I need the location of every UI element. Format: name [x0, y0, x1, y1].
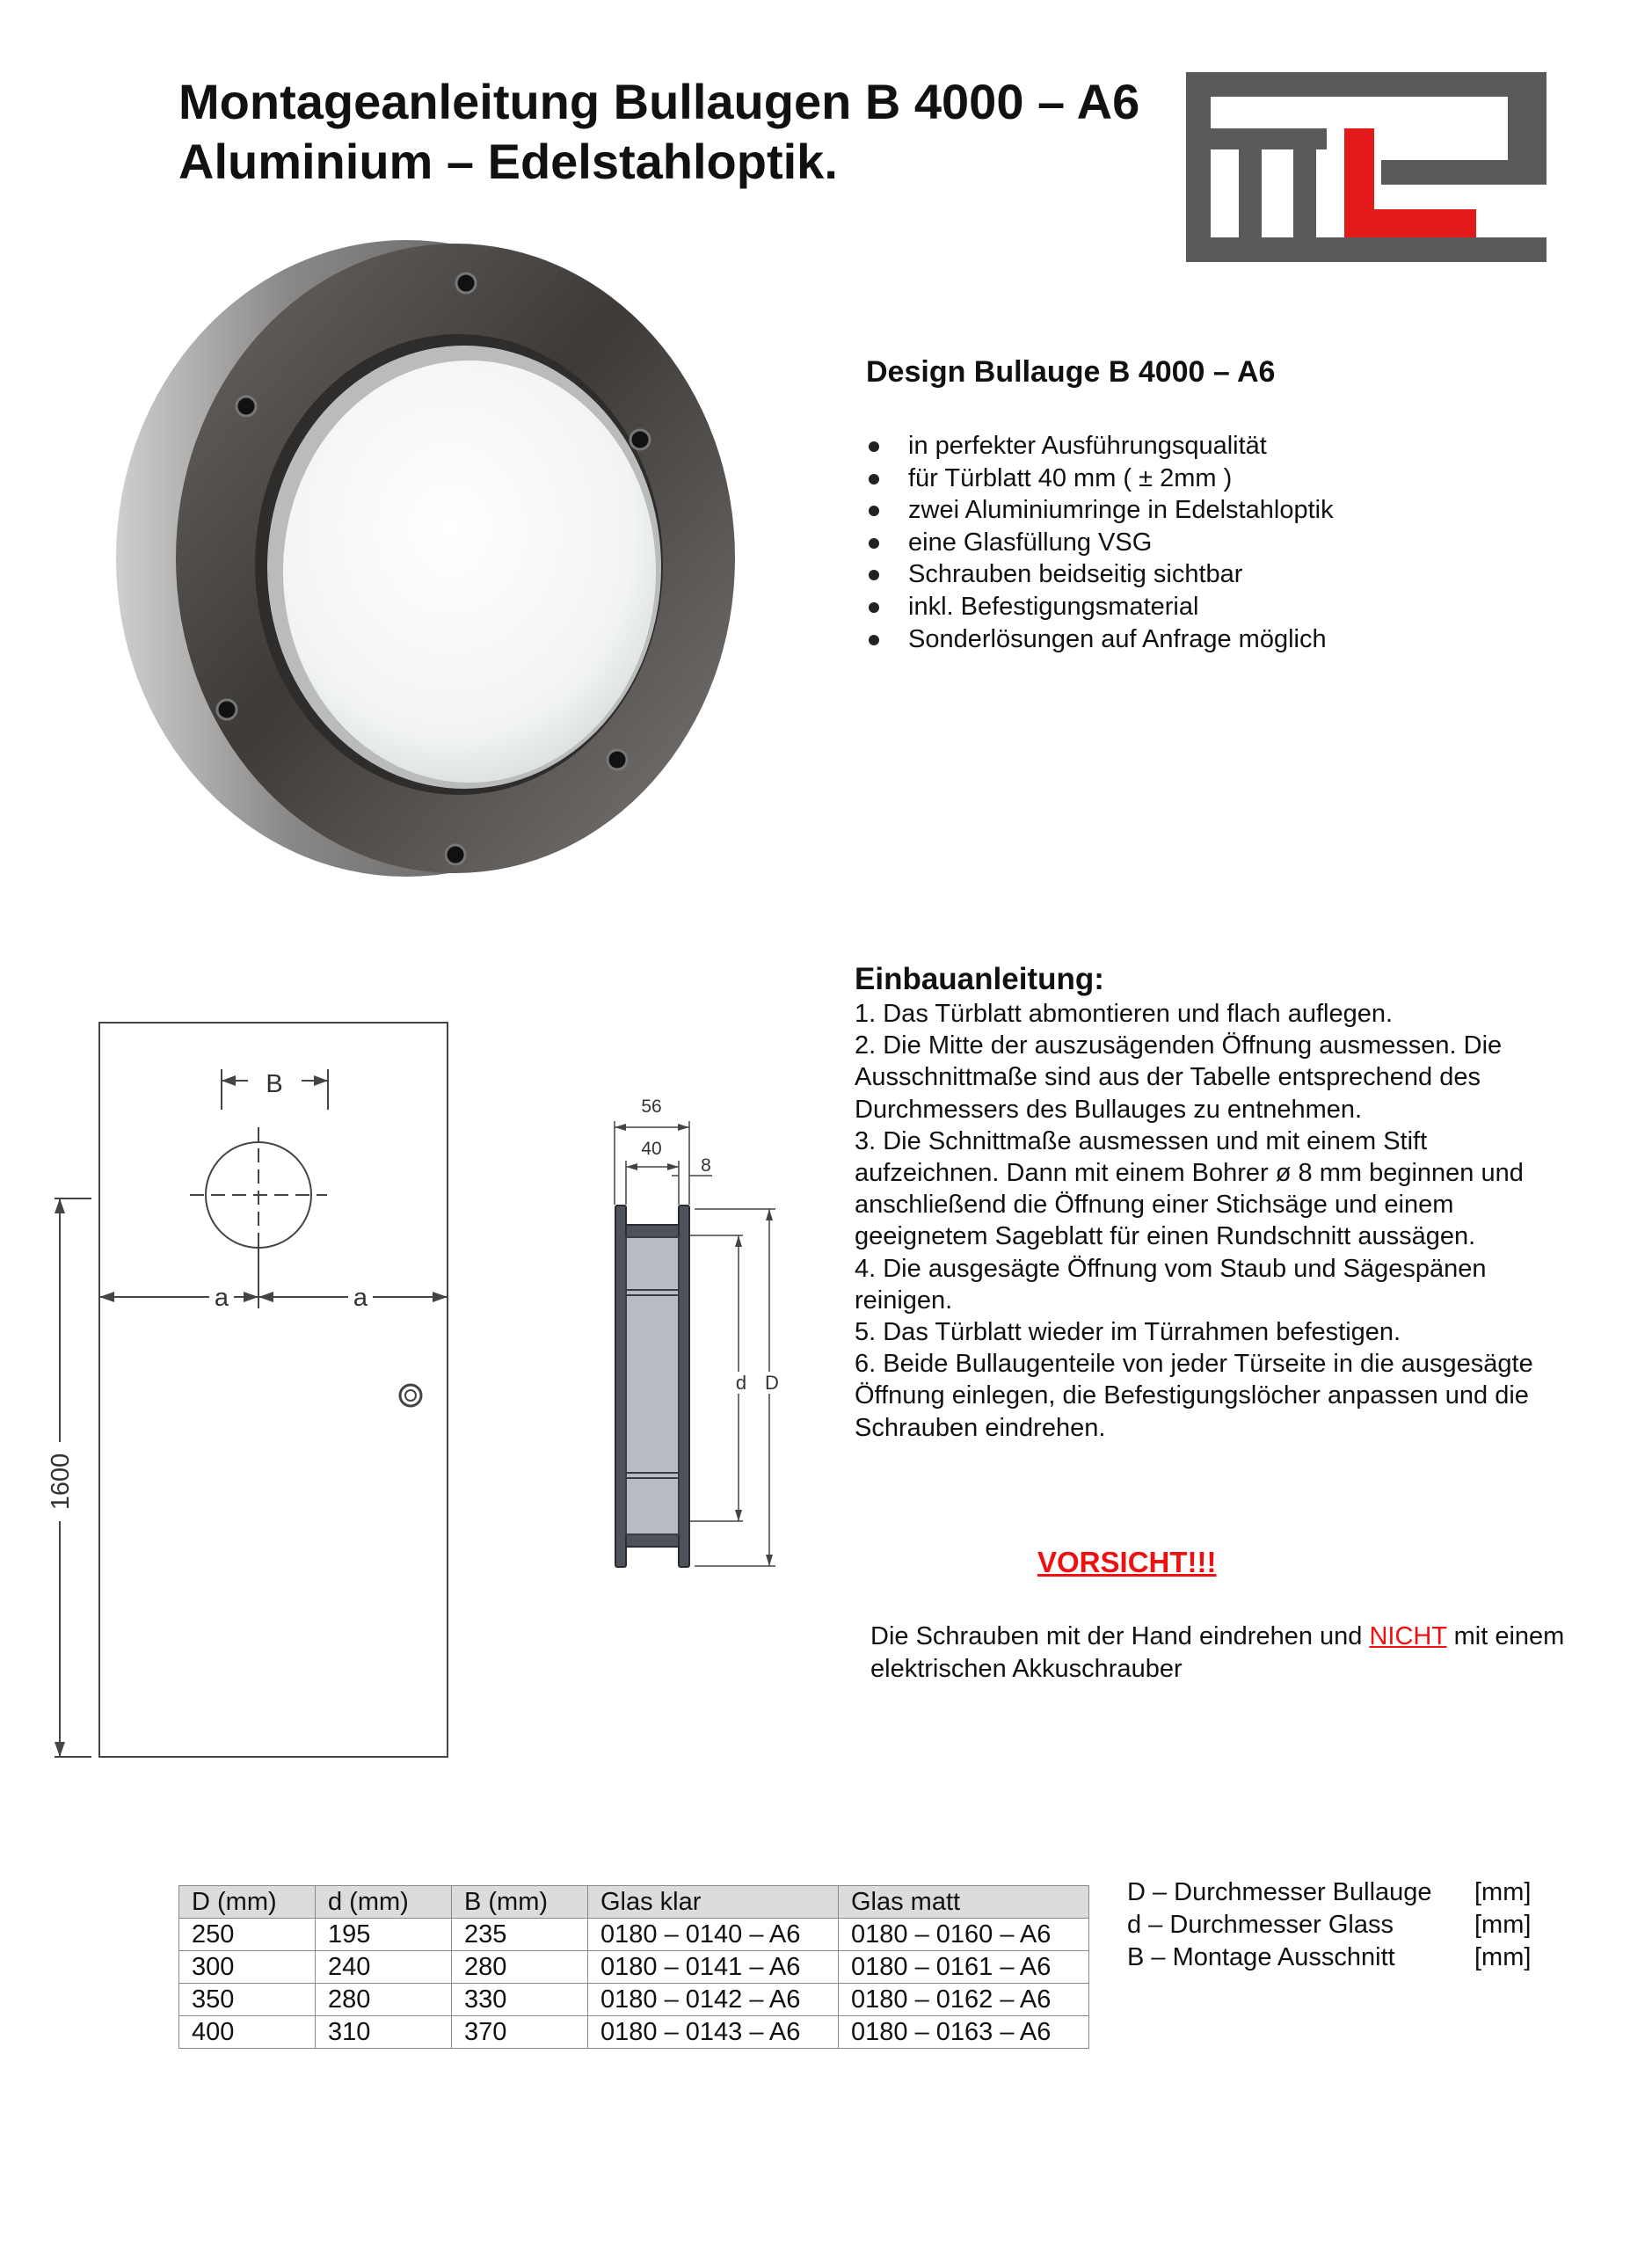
table-header-row	[179, 1886, 1089, 1919]
legend-unit: [mm]	[1474, 1878, 1532, 1906]
table-row	[179, 1984, 1089, 2016]
spec-table	[178, 1885, 1089, 2049]
table-cell: 240	[316, 1951, 452, 1984]
warning-text-before: Die Schrauben mit der Hand eindrehen und	[870, 1622, 1370, 1650]
legend-row	[1127, 1909, 1531, 1941]
list-item: in perfekter Ausführungsqualität	[866, 430, 1334, 463]
label-d: d	[735, 1372, 747, 1394]
label-a-left: a	[214, 1284, 229, 1312]
instruction-step: 3. Die Schnittmaße ausmessen und mit einem Stift aufzeichnen. Dann mit einem Bohrer ø 8 mm beginnen und anschließend die Öffnung einer Stichsäge und einem geeignetem Sageblatt für einen Rundschnitt aussägen.	[855, 1126, 1524, 1251]
mle-logo-icon	[1186, 72, 1546, 262]
list-item: zwei Aluminiumringe in Edelstahloptik	[866, 494, 1334, 527]
table-cell: 195	[316, 1919, 452, 1951]
list-item: für Türblatt 40 mm ( ± 2mm )	[866, 463, 1334, 495]
legend-row	[1127, 1876, 1531, 1909]
table-cell: 0180 – 0140 – A6	[588, 1919, 839, 1951]
warning-note	[870, 1621, 1591, 1686]
dim-8: 8	[701, 1155, 711, 1176]
instruction-step: 6. Beide Bullaugenteile von jeder Türseite in die ausgesägte Öffnung einlegen, die Befestigungslöcher anpassen und die Schrauben eindrehen.	[855, 1350, 1533, 1442]
title-line-2: Aluminium – Edelstahloptik.	[178, 134, 838, 189]
design-title: Design Bullauge B 4000 – A6	[866, 355, 1276, 389]
legend-text: d – Durchmesser Glass	[1127, 1911, 1394, 1939]
table-cell: 250	[179, 1919, 316, 1951]
title-line-1: Montageanleitung Bullaugen B 4000 – A6	[178, 74, 1140, 129]
table-row	[179, 2016, 1089, 2049]
door-drawing	[35, 1011, 492, 1767]
table-cell: 280	[452, 1951, 588, 1984]
warning-highlight: NICHT	[1369, 1622, 1447, 1650]
table-cell: 350	[179, 1984, 316, 2016]
table-cell: 330	[452, 1984, 588, 2016]
table-cell: 370	[452, 2016, 588, 2049]
table-legend	[1127, 1876, 1531, 1974]
legend-text: D – Durchmesser Bullauge	[1127, 1878, 1432, 1906]
column-header: D (mm)	[179, 1886, 316, 1919]
list-item: Sonderlösungen auf Anfrage möglich	[866, 623, 1334, 656]
feature-list	[866, 430, 1334, 655]
list-item: Schrauben beidseitig sichtbar	[866, 558, 1334, 591]
list-item: eine Glasfüllung VSG	[866, 527, 1334, 559]
label-a-right: a	[353, 1284, 368, 1312]
legend-row	[1127, 1941, 1531, 1974]
table-row	[179, 1951, 1089, 1984]
table-cell: 0180 – 0143 – A6	[588, 2016, 839, 2049]
legend-unit: [mm]	[1474, 1911, 1532, 1939]
warning-title: VORSICHT!!!	[1037, 1546, 1217, 1578]
list-item: inkl. Befestigungsmaterial	[866, 591, 1334, 623]
instruction-step: 4. Die ausgesägte Öffnung vom Staub und Sägespänen reinigen.	[855, 1254, 1487, 1315]
label-B: B	[266, 1070, 283, 1098]
table-cell: 0180 – 0163 – A6	[839, 2016, 1089, 2049]
column-header: d (mm)	[316, 1886, 452, 1919]
instructions-heading: Einbauanleitung:	[855, 962, 1104, 996]
section-drawing	[580, 1086, 800, 1596]
column-header: B (mm)	[452, 1886, 588, 1919]
legend-unit: [mm]	[1474, 1943, 1532, 1971]
table-cell: 0180 – 0160 – A6	[839, 1919, 1089, 1951]
label-D: D	[765, 1372, 779, 1394]
height-label: 1600	[47, 1453, 75, 1511]
column-header: Glas matt	[839, 1886, 1089, 1919]
table-cell: 235	[452, 1919, 588, 1951]
instruction-step: 1. Das Türblatt abmontieren und flach auflegen.	[855, 1000, 1394, 1028]
table-cell: 0180 – 0141 – A6	[588, 1951, 839, 1984]
column-header: Glas klar	[588, 1886, 839, 1919]
legend-text: B – Montage Ausschnitt	[1127, 1943, 1395, 1971]
table-cell: 310	[316, 2016, 452, 2049]
table-cell: 0180 – 0142 – A6	[588, 1984, 839, 2016]
table-cell: 400	[179, 2016, 316, 2049]
table-cell: 0180 – 0162 – A6	[839, 1984, 1089, 2016]
table-cell: 280	[316, 1984, 452, 2016]
table-cell: 300	[179, 1951, 316, 1984]
page-title	[178, 72, 1190, 192]
porthole-icon	[106, 237, 739, 879]
instruction-step: 5. Das Türblatt wieder im Türrahmen befestigen.	[855, 1318, 1401, 1347]
dim-56: 56	[641, 1096, 662, 1117]
table-cell: 0180 – 0161 – A6	[839, 1951, 1089, 1984]
dim-40: 40	[641, 1139, 662, 1159]
instruction-step: 2. Die Mitte der auszusägenden Öffnung ausmessen. Die Ausschnittmaße sind aus der Tabelle entsprechend des Durchmessers des Bullauges zu entnehmen.	[855, 1031, 1503, 1124]
table-row	[179, 1919, 1089, 1951]
warning-text-after: mit einem elektrischen Akkuschrauber	[870, 1622, 1565, 1683]
installation-instructions	[855, 961, 1611, 1444]
